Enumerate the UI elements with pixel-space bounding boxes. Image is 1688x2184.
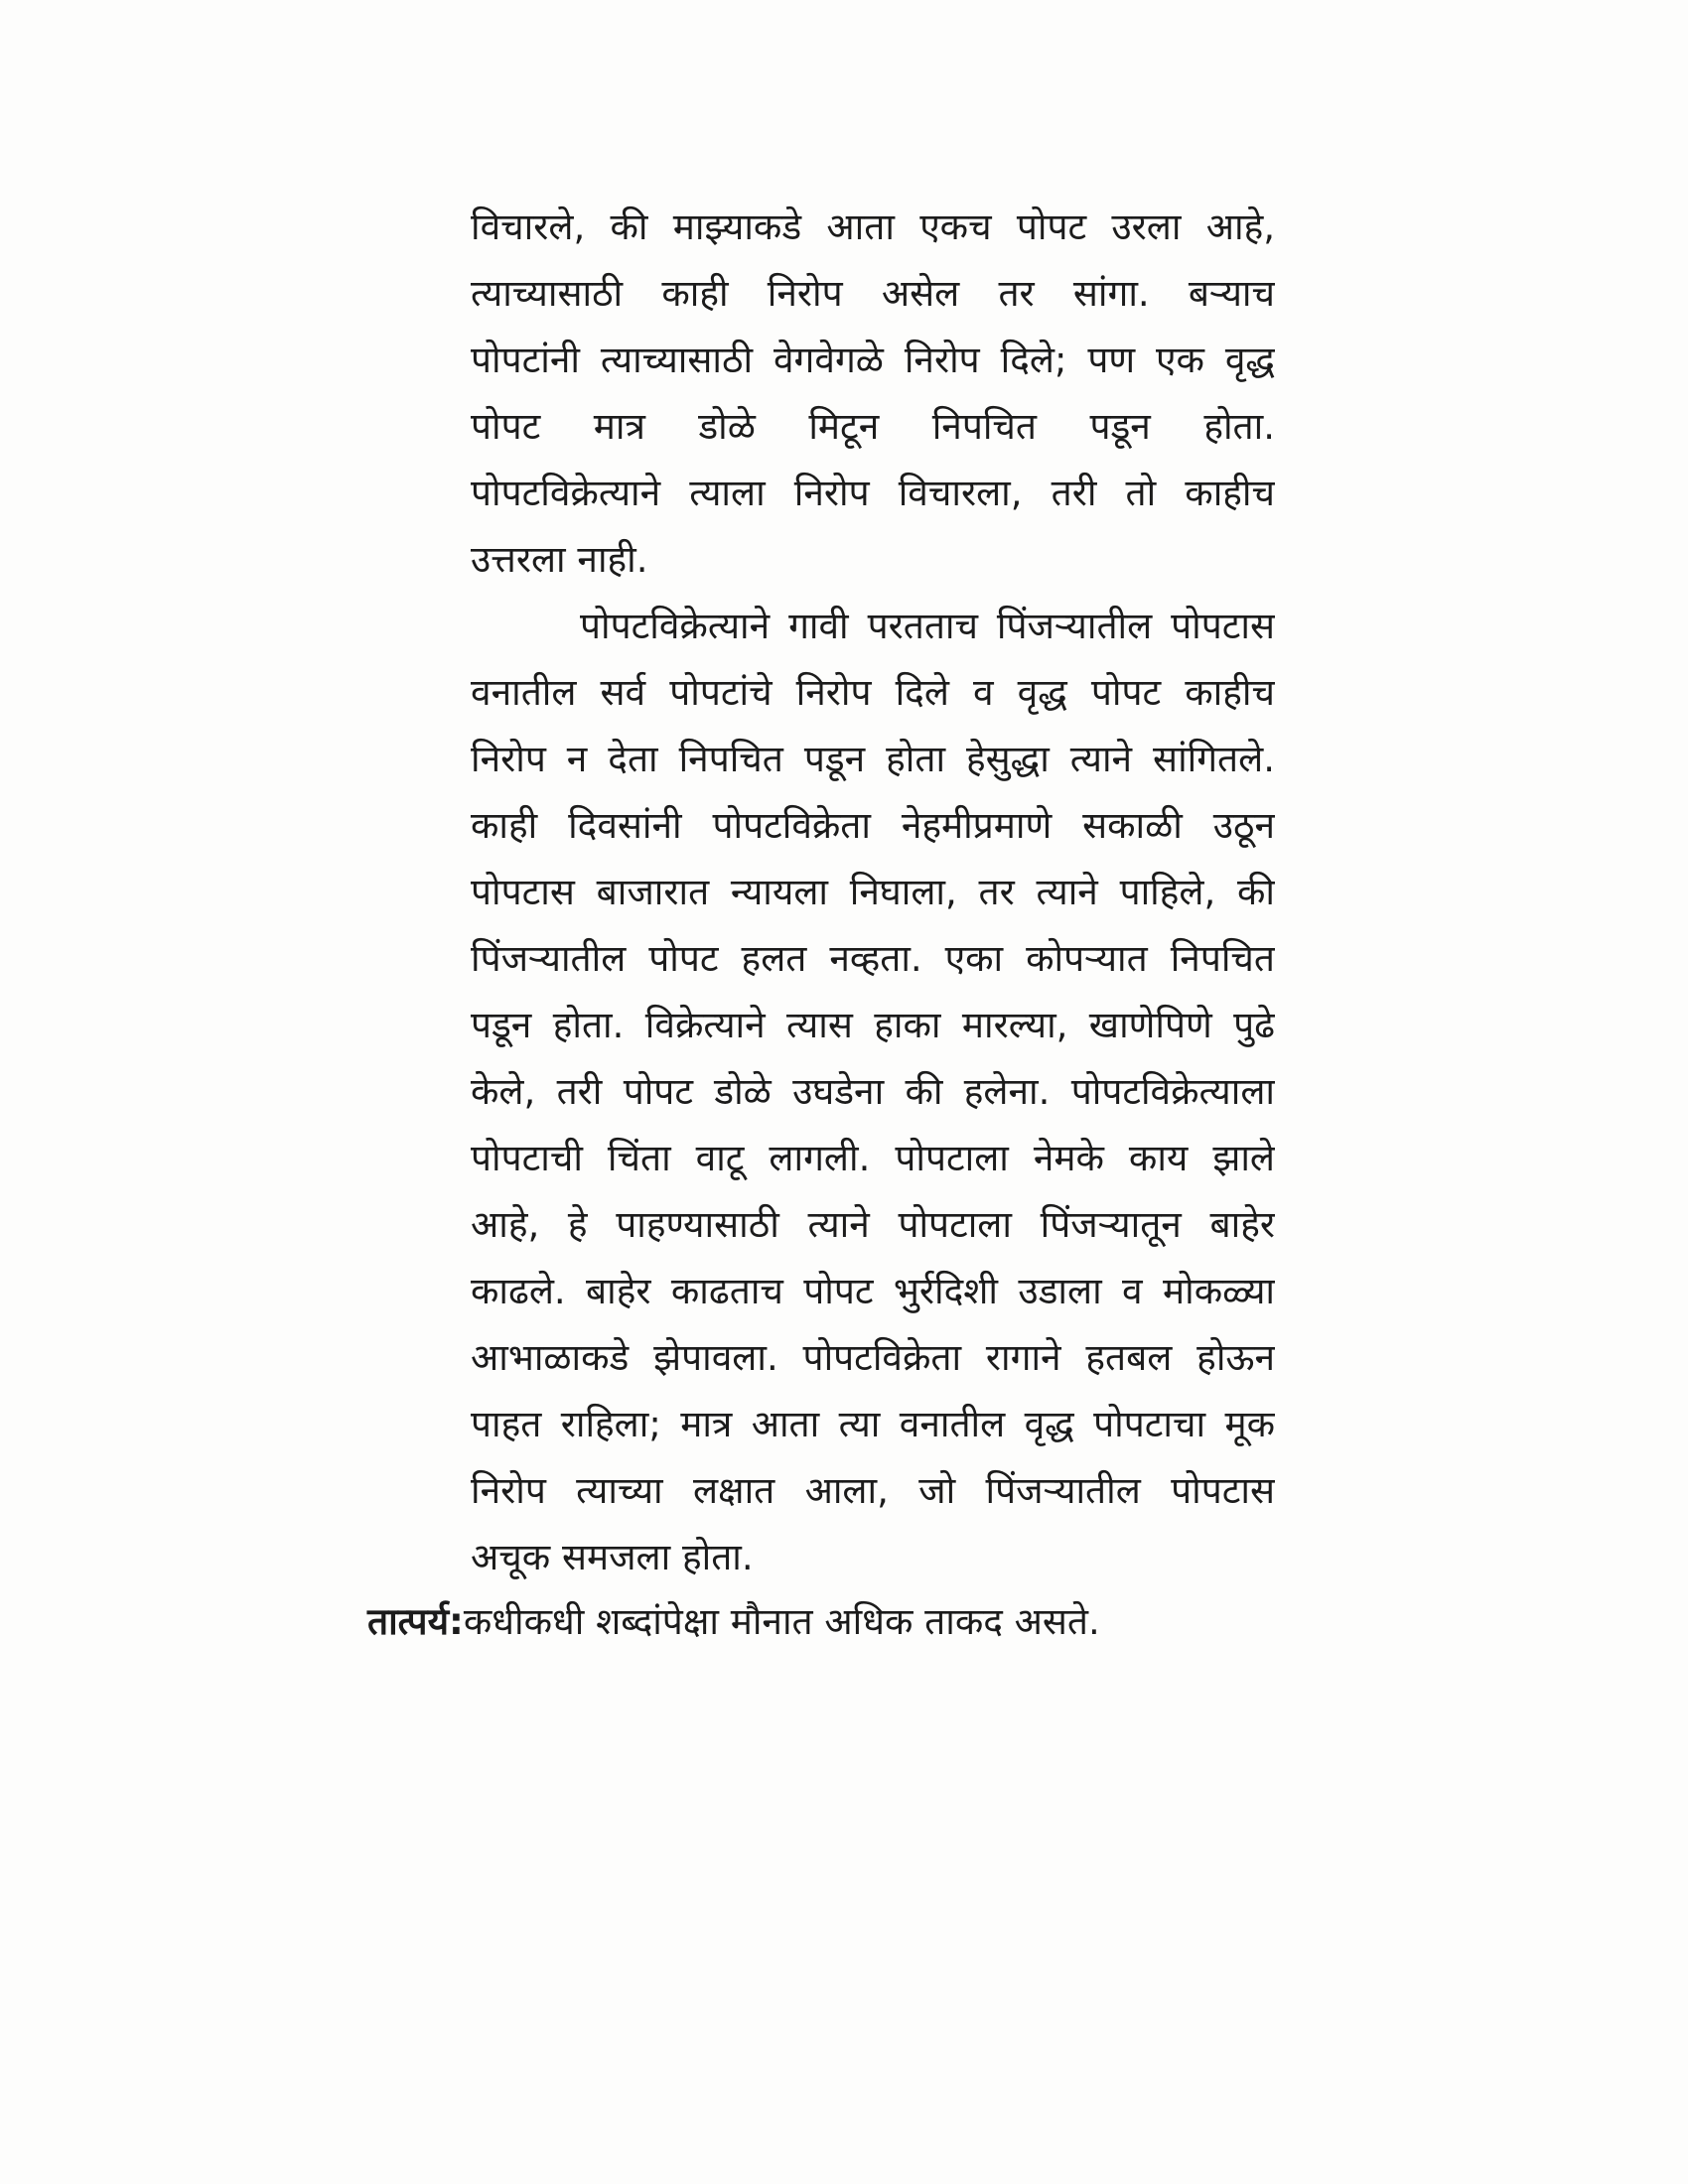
text-line: पोपटविक्रेत्याने गावी परतताच पिंजऱ्यातील पोपटास — [580, 605, 1275, 647]
text-line: विचारले, की माझ्याकडे आता एकच पोपट उरला आहे, — [471, 205, 1275, 248]
text-line: पोपटांनी त्याच्यासाठी वेगवेगळे निरोप दिले; पण एक वृद्ध — [471, 339, 1275, 381]
text-line: आहे, हे पाहण्यासाठी त्याने पोपटाला पिंजऱ्यातून बाहेर — [471, 1203, 1275, 1246]
text-line: केले, तरी पोपट डोळे उघडेना की हलेना. पोपटविक्रेत्याला — [471, 1070, 1275, 1113]
moral-line — [367, 1588, 1100, 1655]
text-line: निरोप न देता निपचित पडून होता हेसुद्धा त्याने सांगितले. — [471, 738, 1275, 780]
text-line: आभाळाकडे झेपावला. पोपटविक्रेता रागाने हतबल होऊन — [471, 1336, 1275, 1379]
text-line: निरोप त्याच्या लक्षात आला, जो पिंजऱ्यातील पोपटास — [471, 1469, 1275, 1512]
text-line: वनातील सर्व पोपटांचे निरोप दिले व वृद्ध पोपट काहीच — [471, 671, 1275, 714]
moral-label: तात्पर्य: — [367, 1600, 464, 1643]
text-line: पाहत राहिला; मात्र आता त्या वनातील वृद्ध पोपटाचा मूक — [471, 1403, 1275, 1445]
text-line: पोपटाची चिंता वाटू लागली. पोपटाला नेमके काय झाले — [471, 1137, 1275, 1179]
text-line: पोपटास बाजारात न्यायला निघाला, तर त्याने पाहिले, की — [471, 871, 1275, 913]
text-line: काढले. बाहेर काढताच पोपट भुर्रदिशी उडाला व मोकळ्या — [471, 1270, 1275, 1312]
text-line: त्याच्यासाठी काही निरोप असेल तर सांगा. बऱ्याच — [471, 272, 1275, 315]
text-line: पिंजऱ्यातील पोपट हलत नव्हता. एका कोपऱ्यात निपचित — [471, 937, 1275, 980]
text-line: अचूक समजला होता. — [471, 1536, 754, 1578]
text-line: पोपट मात्र डोळे मिटून निपचित पडून होता. — [471, 405, 1275, 448]
text-line: पोपटविक्रेत्याने त्याला निरोप विचारला, तरी तो काहीच — [471, 472, 1275, 514]
text-line: काही दिवसांनी पोपटविक्रेता नेहमीप्रमाणे सकाळी उठून — [471, 804, 1275, 847]
text-line: उत्तरला नाही. — [471, 538, 648, 581]
text-line: पडून होता. विक्रेत्याने त्यास हाका मारल्या, खाणेपिणे पुढे — [471, 1004, 1275, 1046]
moral-text: कधीकधी शब्दांपेक्षा मौनात अधिक ताकद असते. — [463, 1600, 1100, 1643]
story-text — [471, 194, 1275, 1590]
